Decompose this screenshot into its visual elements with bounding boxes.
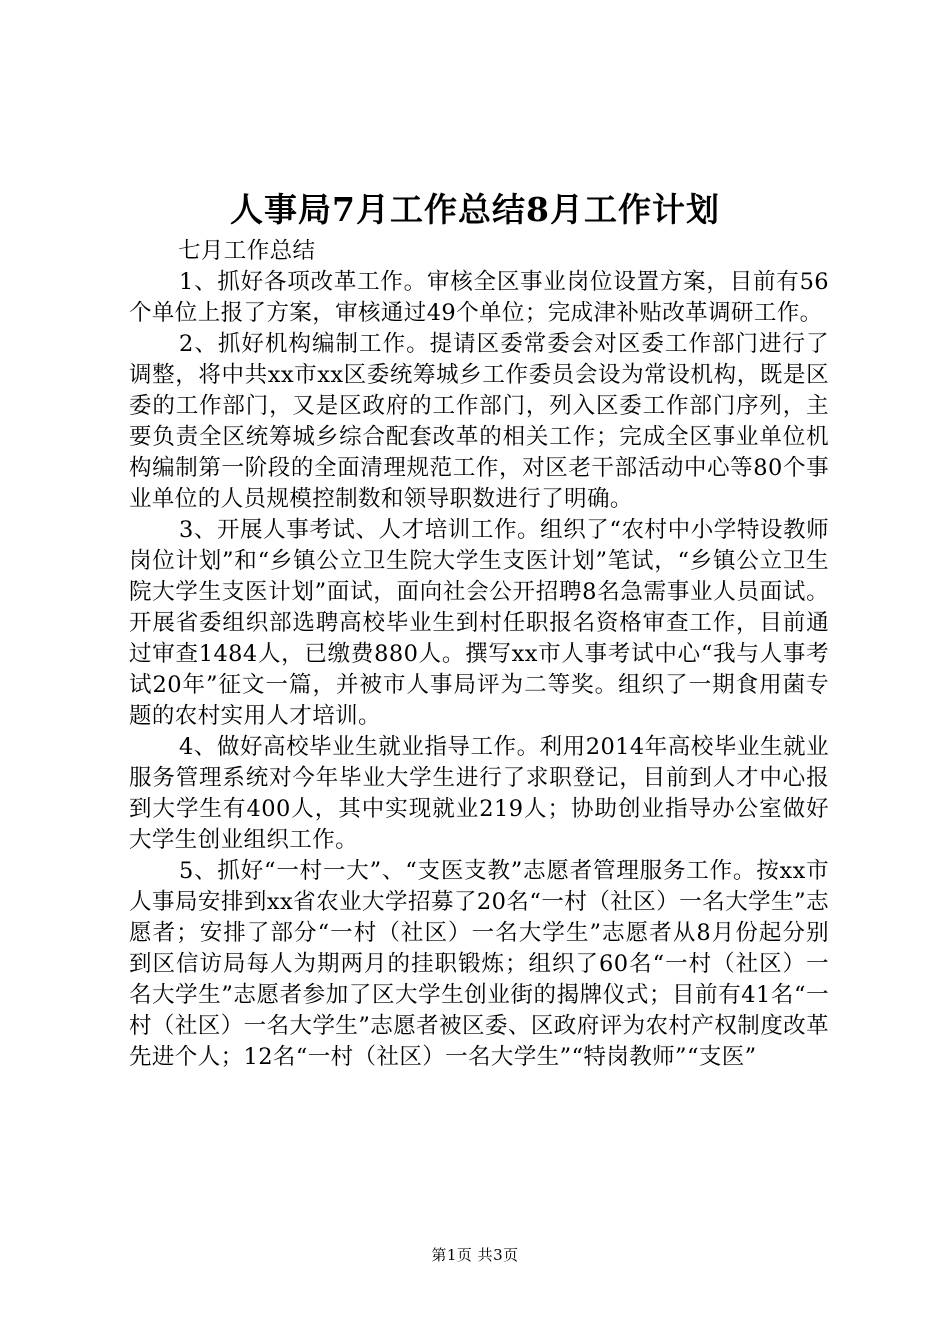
- page-footer: 第1页 共3页: [431, 1246, 519, 1264]
- paragraph-4: 4、做好高校毕业生就业指导工作。利用2014年高校毕业生就业服务管理系统对今年毕业大学生进行了求职登记，目前到人才中心报到大学生有400人，其中实现就业219人；协助创业指导办公室做好大学生创业组织工作。: [129, 734, 829, 853]
- paragraph-2: 2、抓好机构编制工作。提请区委常委会对区委工作部门进行了调整，将中共xx市xx区委统筹城乡工作委员会设为常设机构，既是区委的工作部门，又是区政府的工作部门，列入区委工作部门序列，主要负责全区统筹城乡综合配套改革的相关工作；完成全区事业单位机构编制第一阶段的全面清理规范工作，对区老干部活动中心等80个事业单位的人员规模控制数和领导职数进行了明确。: [129, 331, 829, 512]
- paragraph-3: 3、开展人事考试、人才培训工作。组织了“农村中小学特设教师岗位计划”和“乡镇公立卫生院大学生支医计划”笔试，“乡镇公立卫生院大学生支医计划”面试，面向社会公开招聘8名急需事业人员面试。开展省委组织部选聘高校毕业生到村任职报名资格审查工作，目前通过审查1484人，已缴费880人。撰写xx市人事考试中心“我与人事考试20年”征文一篇，并被市人事局评为二等奖。组织了一期食用菌专题的农村实用人才培训。: [129, 517, 829, 729]
- document-title: 人事局7月工作总结8月工作计划: [230, 190, 720, 229]
- paragraph-5: 5、抓好“一村一大”、“支医支教”志愿者管理服务工作。按xx市人事局安排到xx省农业大学招募了20名“一村（社区）一名大学生”志愿者；安排了部分“一村（社区）一名大学生”志愿者从8月份起分别到区信访局每人为期两月的挂职锻炼；组织了60名“一村（社区）一名大学生”志愿者参加了区大学生创业街的揭牌仪式；目前有41名“一村（社区）一名大学生”志愿者被区委、区政府评为农村产权制度改革先进个人；12名“一村（社区）一名大学生”“特岗教师”“支医”: [129, 858, 829, 1070]
- section-heading: 七月工作总结: [178, 238, 316, 264]
- paragraph-1: 1、抓好各项改革工作。审核全区事业岗位设置方案，目前有56个单位上报了方案，审核通过49个单位；完成津补贴改革调研工作。: [129, 269, 829, 326]
- document-body: [129, 236, 829, 1073]
